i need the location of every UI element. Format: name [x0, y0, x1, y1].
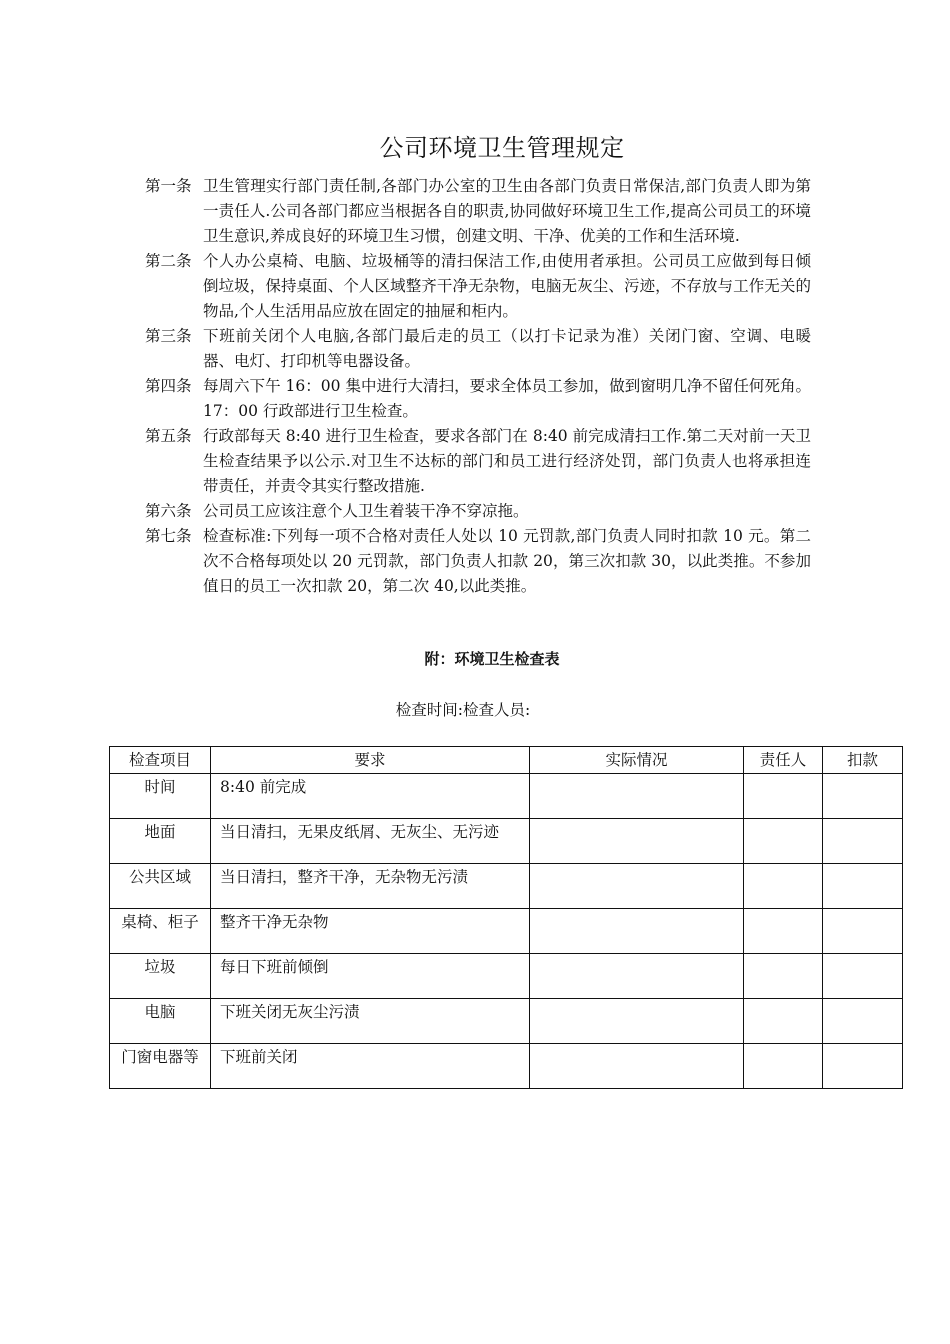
cell-person — [744, 909, 823, 954]
cell-deduction — [823, 819, 903, 864]
article-1 — [145, 174, 811, 249]
article-2 — [145, 249, 811, 324]
appendix-title: 附：环境卫生检查表 — [424, 650, 560, 668]
cell-person — [744, 999, 823, 1044]
cell-item: 电脑 — [110, 999, 211, 1044]
cell-deduction — [823, 954, 903, 999]
cell-requirement: 整齐干净无杂物 — [211, 909, 530, 954]
cell-requirement: 下班关闭无灰尘污渍 — [211, 999, 530, 1044]
cell-actual — [530, 774, 744, 819]
cell-requirement: 每日下班前倾倒 — [211, 954, 530, 999]
article-text: 公司员工应该注意个人卫生着装干净不穿凉拖。 — [203, 502, 529, 520]
cell-actual — [530, 909, 744, 954]
document-title: 公司环境卫生管理规定 — [379, 134, 625, 162]
table-row — [110, 864, 903, 909]
cell-actual — [530, 864, 744, 909]
cell-person — [744, 819, 823, 864]
article-text: 卫生管理实行部门责任制,各部门办公室的卫生由各部门负责日常保洁,部门负责人即为第一责任人.公司各部门都应当根据各自的职责,协同做好环境卫生工作,提高公司员工的环境卫生意识,养成良好的环境卫生习惯，创建文明、干净、优美的工作和生活环境. — [203, 177, 811, 245]
cell-item: 垃圾 — [110, 954, 211, 999]
header-person: 责任人 — [744, 747, 823, 774]
header-actual: 实际情况 — [530, 747, 744, 774]
table-row — [110, 954, 903, 999]
article-label: 第四条 — [145, 377, 192, 395]
table-header-row — [110, 747, 903, 774]
article-label: 第三条 — [145, 327, 192, 345]
article-label: 第二条 — [145, 252, 192, 270]
cell-item: 门窗电器等 — [110, 1044, 211, 1089]
table-row — [110, 1044, 903, 1089]
articles-list — [145, 174, 811, 599]
cell-item: 公共区域 — [110, 864, 211, 909]
article-text: 检查标准:下列每一项不合格对责任人处以 10 元罚款,部门负责人同时扣款 10 元。第二次不合格每项处以 20 元罚款，部门负责人扣款 20，第三次扣款 30，以此类推。不参加值日的员工一次扣款 20，第二次 40,以此类推。 — [203, 527, 811, 595]
cell-deduction — [823, 864, 903, 909]
article-label: 第六条 — [145, 502, 192, 520]
cell-deduction — [823, 999, 903, 1044]
cell-person — [744, 1044, 823, 1089]
inspection-table — [109, 746, 903, 1089]
article-text: 行政部每天 8:40 进行卫生检查，要求各部门在 8:40 前完成清扫工作.第二天对前一天卫生检查结果予以公示.对卫生不达标的部门和员工进行经济处罚，部门负责人也将承担连带责任，并责令其实行整改措施. — [203, 427, 811, 495]
article-text: 下班前关闭个人电脑,各部门最后走的员工（以打卡记录为准）关闭门窗、空调、电暖器、电灯、打印机等电器设备。 — [203, 327, 811, 370]
cell-item: 桌椅、柜子 — [110, 909, 211, 954]
table-row — [110, 774, 903, 819]
article-3 — [145, 324, 811, 374]
cell-requirement: 8:40 前完成 — [211, 774, 530, 819]
cell-person — [744, 954, 823, 999]
article-label: 第七条 — [145, 527, 192, 545]
article-5 — [145, 424, 811, 499]
cell-actual — [530, 954, 744, 999]
table-row — [110, 909, 903, 954]
cell-actual — [530, 999, 744, 1044]
table-row — [110, 999, 903, 1044]
cell-requirement: 下班前关闭 — [211, 1044, 530, 1089]
cell-requirement: 当日清扫，整齐干净，无杂物无污渍 — [211, 864, 530, 909]
cell-deduction — [823, 1044, 903, 1089]
cell-deduction — [823, 909, 903, 954]
cell-actual — [530, 1044, 744, 1089]
article-4 — [145, 374, 811, 424]
article-6 — [145, 499, 811, 524]
cell-actual — [530, 819, 744, 864]
header-deduction: 扣款 — [823, 747, 903, 774]
article-label: 第一条 — [145, 177, 192, 195]
cell-person — [744, 864, 823, 909]
cell-requirement: 当日清扫，无果皮纸屑、无灰尘、无污迹 — [211, 819, 530, 864]
article-label: 第五条 — [145, 427, 192, 445]
cell-item: 时间 — [110, 774, 211, 819]
header-requirement: 要求 — [211, 747, 530, 774]
table-row — [110, 819, 903, 864]
article-text: 每周六下午 16：00 集中进行大清扫，要求全体员工参加，做到窗明几净不留任何死角。17：00 行政部进行卫生检查。 — [203, 377, 811, 420]
header-item: 检查项目 — [110, 747, 211, 774]
cell-item: 地面 — [110, 819, 211, 864]
article-7 — [145, 524, 811, 599]
article-text: 个人办公桌椅、电脑、垃圾桶等的清扫保洁工作,由使用者承担。公司员工应做到每日倾倒垃圾，保持桌面、个人区域整齐干净无杂物，电脑无灰尘、污迹，不存放与工作无关的物品,个人生活用品应放在固定的抽屉和柜内。 — [203, 252, 811, 320]
cell-person — [744, 774, 823, 819]
cell-deduction — [823, 774, 903, 819]
inspection-meta-line: 检查时间:检查人员: — [395, 701, 531, 719]
